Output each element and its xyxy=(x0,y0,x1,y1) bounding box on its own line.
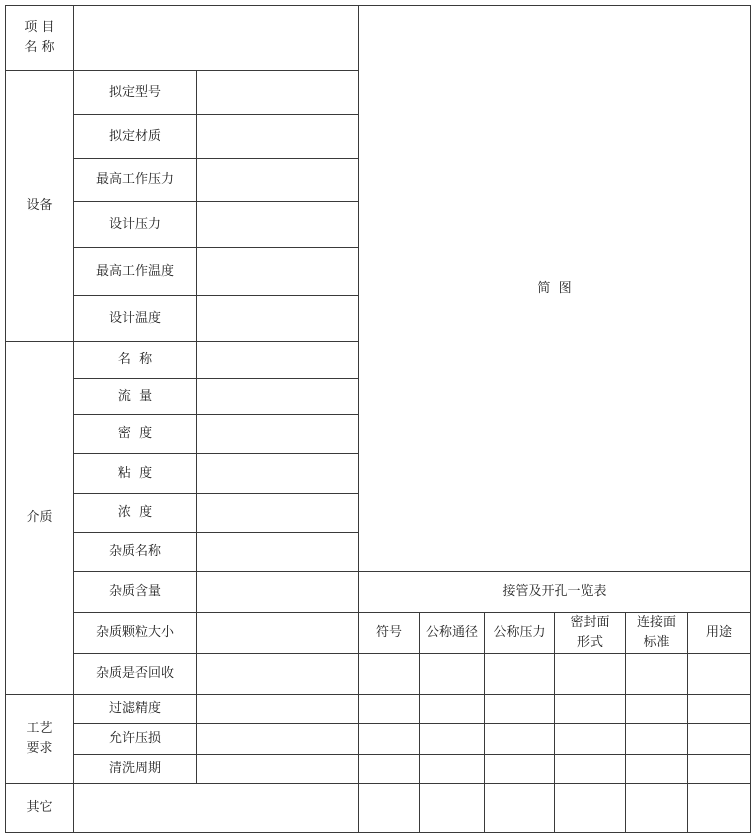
medium-name-field[interactable] xyxy=(197,342,358,378)
rule-bottom xyxy=(5,832,751,833)
medium-group-label: 介质 xyxy=(26,510,53,525)
header-sealing-face-type: 密封面 形式 xyxy=(570,615,610,650)
density-field[interactable] xyxy=(197,415,358,453)
flow-rate-label: 流 量 xyxy=(117,388,153,404)
material-label: 拟定材质 xyxy=(108,128,161,144)
model-label: 拟定型号 xyxy=(108,84,161,100)
viscosity-label: 粘 度 xyxy=(117,465,153,481)
impurity-name-label: 杂质名称 xyxy=(108,544,161,559)
max-working-pressure-label: 最高工作压力 xyxy=(95,172,174,187)
sketch-label: 简 图 xyxy=(537,280,572,296)
impurity-recovery-field[interactable] xyxy=(197,654,358,694)
material-field[interactable] xyxy=(197,115,358,158)
impurity-particle-size-field[interactable] xyxy=(197,613,358,653)
nozzle-table-title: 接管及开孔一览表 xyxy=(502,584,607,599)
rule-right xyxy=(750,5,751,833)
impurity-name-field[interactable] xyxy=(197,533,358,571)
other-field[interactable] xyxy=(74,784,358,832)
project-name-label: 项 目 名 称 xyxy=(24,20,55,55)
viscosity-field[interactable] xyxy=(197,454,358,493)
impurity-recovery-label: 杂质是否回收 xyxy=(95,666,174,681)
max-working-pressure-field[interactable] xyxy=(197,159,358,201)
medium-name-label: 名 称 xyxy=(117,352,153,367)
design-temperature-label: 设计温度 xyxy=(108,310,161,326)
density-label: 密 度 xyxy=(117,426,153,441)
header-purpose: 用途 xyxy=(705,625,732,640)
cleaning-cycle-label: 清洗周期 xyxy=(108,761,161,776)
other-label: 其它 xyxy=(26,800,53,815)
equipment-group-label: 设备 xyxy=(26,198,53,213)
allowable-pressure-loss-label: 允许压损 xyxy=(108,731,161,746)
header-connection-standard: 连接面 标准 xyxy=(636,615,676,650)
allowable-pressure-loss-field[interactable] xyxy=(197,724,358,754)
design-temperature-field[interactable] xyxy=(197,296,358,341)
project-name-field[interactable] xyxy=(74,6,358,70)
filtration-precision-label: 过滤精度 xyxy=(108,701,161,716)
design-pressure-label: 设计压力 xyxy=(108,216,161,232)
header-symbol: 符号 xyxy=(375,625,402,640)
filtration-precision-field[interactable] xyxy=(197,695,358,723)
impurity-content-label: 杂质含量 xyxy=(108,584,161,599)
concentration-label: 浓 度 xyxy=(117,505,153,520)
model-field[interactable] xyxy=(197,71,358,114)
concentration-field[interactable] xyxy=(197,494,358,532)
header-nominal-diameter: 公称通径 xyxy=(425,625,478,640)
header-nominal-pressure: 公称压力 xyxy=(493,625,546,640)
max-working-temperature-label: 最高工作温度 xyxy=(95,263,174,279)
impurity-content-field[interactable] xyxy=(197,572,358,612)
max-working-temperature-field[interactable] xyxy=(197,248,358,295)
cleaning-cycle-field[interactable] xyxy=(197,755,358,783)
design-pressure-field[interactable] xyxy=(197,202,358,247)
flow-rate-field[interactable] xyxy=(197,379,358,414)
impurity-particle-size-label: 杂质颗粒大小 xyxy=(95,625,174,640)
process-group-label: 工艺 要求 xyxy=(26,721,53,756)
